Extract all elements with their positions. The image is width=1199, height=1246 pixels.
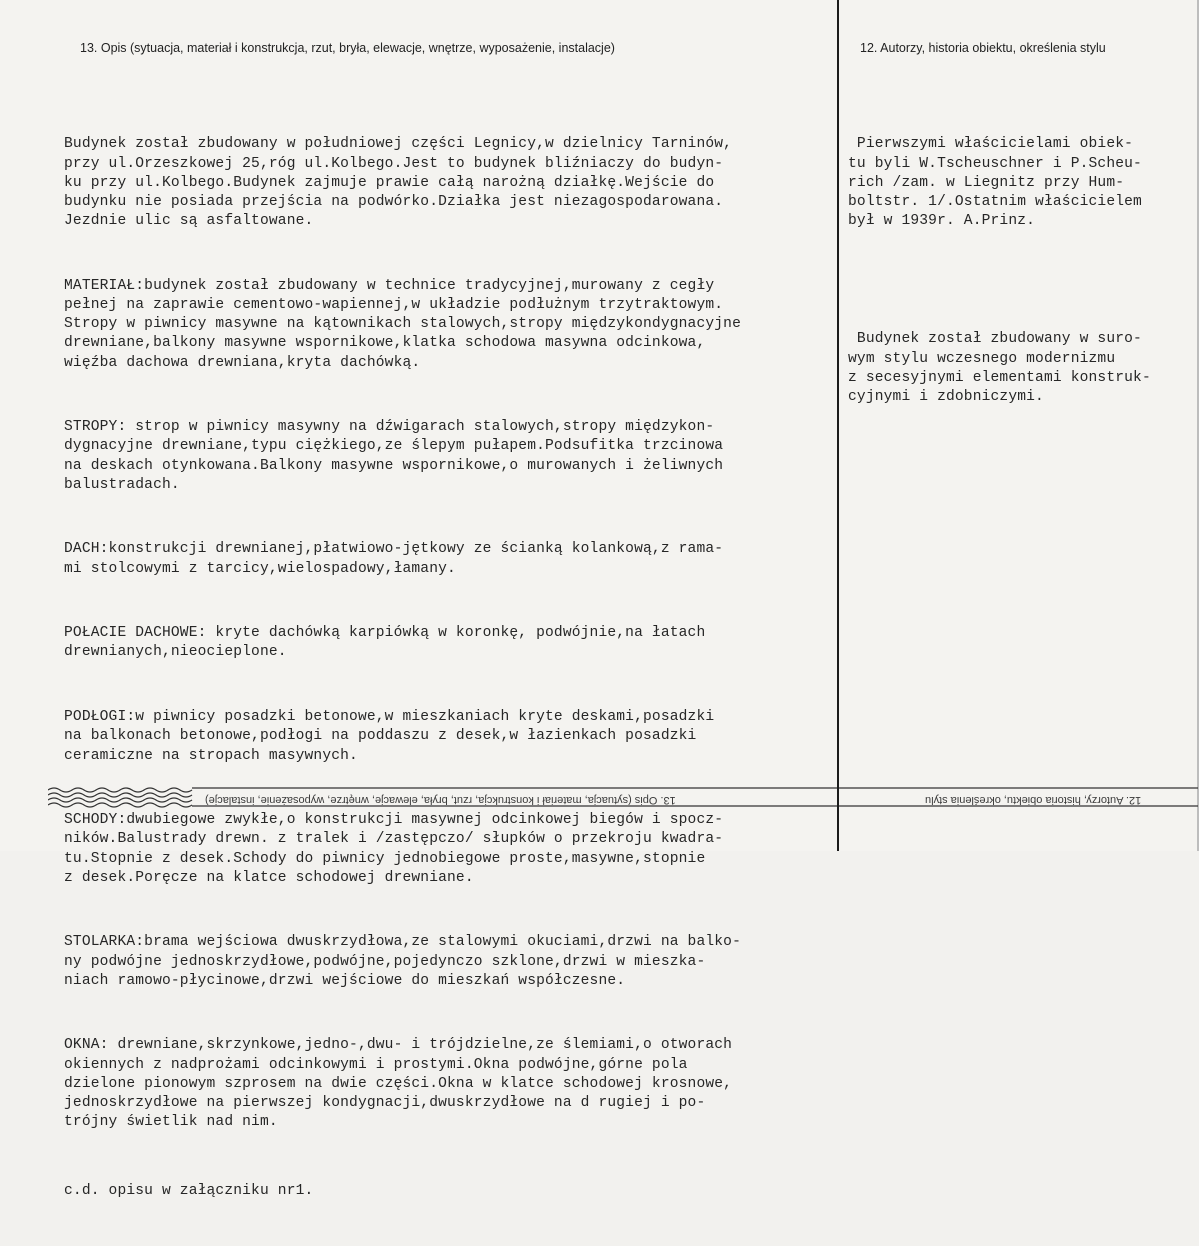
- description-text: [64, 97, 741, 1246]
- para-stropy: STROPY: strop w piwnicy masywny na dźwigarach stalowych,stropy międzykon- dygnacyjne drewniane,typu ciężkiego,ze ślepym pułapem.Podsufitka trzcinowa na deskach otynkowana.Balkony masywne wspornikowe,o murowanych i żeliwnych balustradach.: [64, 419, 724, 493]
- para-dach: DACH:konstrukcji drewnianej,płatwiowo-jętkowy ze ścianką kolankową,z rama- mi stolcowymi z tarcicy,wielospadowy,łamany.: [64, 541, 724, 577]
- continuation-note: c.d. opisu w załączniku nr1.: [64, 1182, 314, 1199]
- para-location: Budynek został zbudowany w południowej części Legnicy,w dzielnicy Tarninów, przy ul.Orzeszkowej 25,róg ul.Kolbego.Jest to budynek bliźniaczy do budyn- ku przy ul.Kolbego.Budynek zajmuje prawie całą narożną działkę.Wejście do budynku nie posiada przejścia na podwórko.Działka jest niezagospodarowana. Jezdnie ulic są asfaltowane.: [64, 136, 733, 230]
- para-okna: OKNA: drewniane,skrzynkowe,jedno-,dwu- i trójdzielne,ze ślemiami,o otworach okiennych z nadprożami odcinkowymi i prostymi.Okna podwójne,górne pola dzielone pionowym szprosem na dwie części.Okna w klatce schodowej krosnowe, jednoskrzydłowe na pierwszej kondygnacji,dwuskrzydłowe na d rugiej i po- trójny świetlik nad nim.: [64, 1037, 733, 1131]
- para-polacie: POŁACIE DACHOWE: kryte dachówką karpiówką w koronkę, podwójnie,na łatach drewnianych,nieocieplone.: [64, 625, 706, 661]
- para-stolarka: STOLARKA:brama wejściowa dwuskrzydłowa,ze stalowymi okuciami,drzwi na balko- ny podwójne jednoskrzydłowe,podwójne,pojedynczo szklone,drzwi w mieszka- niach ramowo-płycinowe,drzwi wejściowe do mieszkań współczesne.: [64, 934, 741, 989]
- para-material: MATERIAŁ:budynek został zbudowany w technice tradycyjnej,murowany z cegły pełnej na zaprawie cementowo-wapiennej,w układzie podłużnym trzytraktowym. Stropy w piwnicy masywne na kątownikach stalowych,stropy międzykondygnacyjne drewniane,balkony masywne wspornikowe,klatka schodowa masywna odcinkowa, więźba dachowa drewniana,kryta dachówką.: [64, 277, 741, 371]
- para-owners: Pierwszymi właścicielami obiek- tu byli W.Tscheuschner i P.Scheu- rich /zam. w Liegnitz przy Hum- boltstr. 1/.Ostatnim właścicielem był w 1939r. A.Prinz.: [848, 136, 1142, 230]
- column-divider: [837, 0, 839, 851]
- style-text: [848, 292, 1151, 453]
- mirrored-left-header: 13. Opis (sytuacja, materiał i konstrukcja, rzut, bryła, elewacje, wnętrze, wyposażenie, instalacje): [205, 794, 676, 806]
- para-podlogi: PODŁOGI:w piwnicy posadzki betonowe,w mieszkaniach kryte deskami,posadzki na balkonach betonowe,podłogi na poddaszu z desek,w łazienkach posadzki ceramiczne na stropach masywnych.: [64, 709, 715, 764]
- divider-lower: [837, 784, 839, 810]
- right-column-header: 12. Autorzy, historia obiektu, określenia stylu: [860, 41, 1106, 55]
- left-column-header: 13. Opis (sytuacja, materiał i konstrukcja, rzut, bryła, elewacje, wnętrze, wyposażenie, instalacje): [80, 41, 615, 55]
- para-style: Budynek został zbudowany w suro- wym stylu wczesnego modernizmu z secesyjnymi elementami konstruk- cyjnymi i zdobniczymi.: [848, 331, 1151, 406]
- history-text: [848, 97, 1142, 277]
- mirrored-right-header: 12. Autorzy, historia obiektu, określenia stylu: [925, 794, 1142, 806]
- para-schody: SCHODY:dwubiegowe zwykłe,o konstrukcji masywnej odcinkowej biegów i spocz- ników.Balustrady drewn. z tralek i /zastępczo/ słupków o przekroju kwadra- tu.Stopnie z desek.Schody do piwnicy jednobiegowe proste,masywne,stopnie z desek.Poręcze na klatce schodowej drewniane.: [64, 812, 724, 886]
